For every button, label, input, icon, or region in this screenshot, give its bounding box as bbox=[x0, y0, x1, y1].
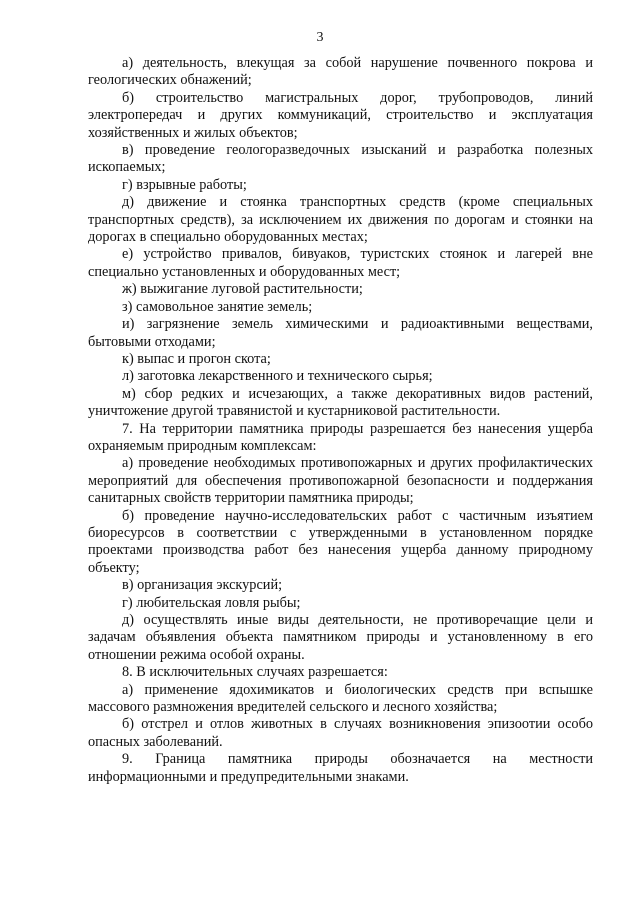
paragraph: а) деятельность, влекущая за собой нарушение почвенного покрова и геологических обнажений; bbox=[88, 55, 593, 89]
paragraph: м) сбор редких и исчезающих, а также декоративных видов растений, уничтожение другой травянистой и кустарниковой растительности. bbox=[88, 385, 593, 420]
paragraph: в) проведение геологоразведочных изысканий и разработка полезных ископаемых; bbox=[88, 142, 593, 176]
paragraph: в) организация экскурсий; bbox=[122, 577, 283, 594]
paragraph: 7. На территории памятника природы разрешается без нанесения ущерба охраняемым природным комплексам: bbox=[88, 420, 593, 454]
paragraph: к) выпас и прогон скота; bbox=[122, 350, 271, 367]
paragraph: а) применение ядохимикатов и биологических средств при вспышке массового размножения вредителей сельского и лесного хозяйства; bbox=[88, 681, 593, 716]
paragraph: л) заготовка лекарственного и технического сырья; bbox=[122, 368, 433, 385]
paragraph: б) отстрел и отлов животных в случаях возникновения эпизоотии особо опасных заболеваний. bbox=[88, 716, 593, 750]
paragraph: а) проведение необходимых противопожарных и других профилактических мероприятий для обеспечения противопожарной безопасности и поддержания санитарных свойств территории памятника природы; bbox=[88, 455, 593, 507]
paragraph: и) загрязнение земель химическими и радиоактивными веществами, бытовыми отходами; bbox=[88, 316, 593, 350]
paragraph: б) строительство магистральных дорог, трубопроводов, линий электропередач и других коммуникаций, строительство и эксплуатация хозяйственных и жилых объектов; bbox=[88, 89, 593, 141]
paragraph: д) осуществлять иные виды деятельности, не противоречащие цели и задачам объявления объекта памятником природы и установленному в его отношении режима особой охраны. bbox=[88, 612, 593, 663]
page-number: 3 bbox=[316, 30, 324, 45]
paragraph: е) устройство привалов, бивуаков, туристских стоянок и лагерей вне специально установленных и оборудованных мест; bbox=[88, 246, 593, 280]
paragraph: д) движение и стоянка транспортных средств (кроме специальных транспортных средств), за исключением их движения по дорогам и стоянки на дорогах в специально оборудованных местах; bbox=[88, 194, 593, 246]
paragraph: г) любительская ловля рыбы; bbox=[122, 594, 301, 611]
paragraph: г) взрывные работы; bbox=[122, 176, 247, 193]
paragraph: ж) выжигание луговой растительности; bbox=[122, 281, 363, 298]
document-body bbox=[88, 55, 593, 786]
paragraph: з) самовольное занятие земель; bbox=[122, 298, 313, 315]
paragraph: б) проведение научно-исследовательских работ с частичным изъятием биоресурсов в соответствии с утвержденными в установленном порядке проектами производства работ без нанесения ущерба данному природному объекту; bbox=[88, 507, 593, 576]
paragraph: 9. Граница памятника природы обозначается на местности информационными и предупредительными знаками. bbox=[88, 751, 593, 785]
paragraph: 8. В исключительных случаях разрешается: bbox=[122, 664, 388, 681]
